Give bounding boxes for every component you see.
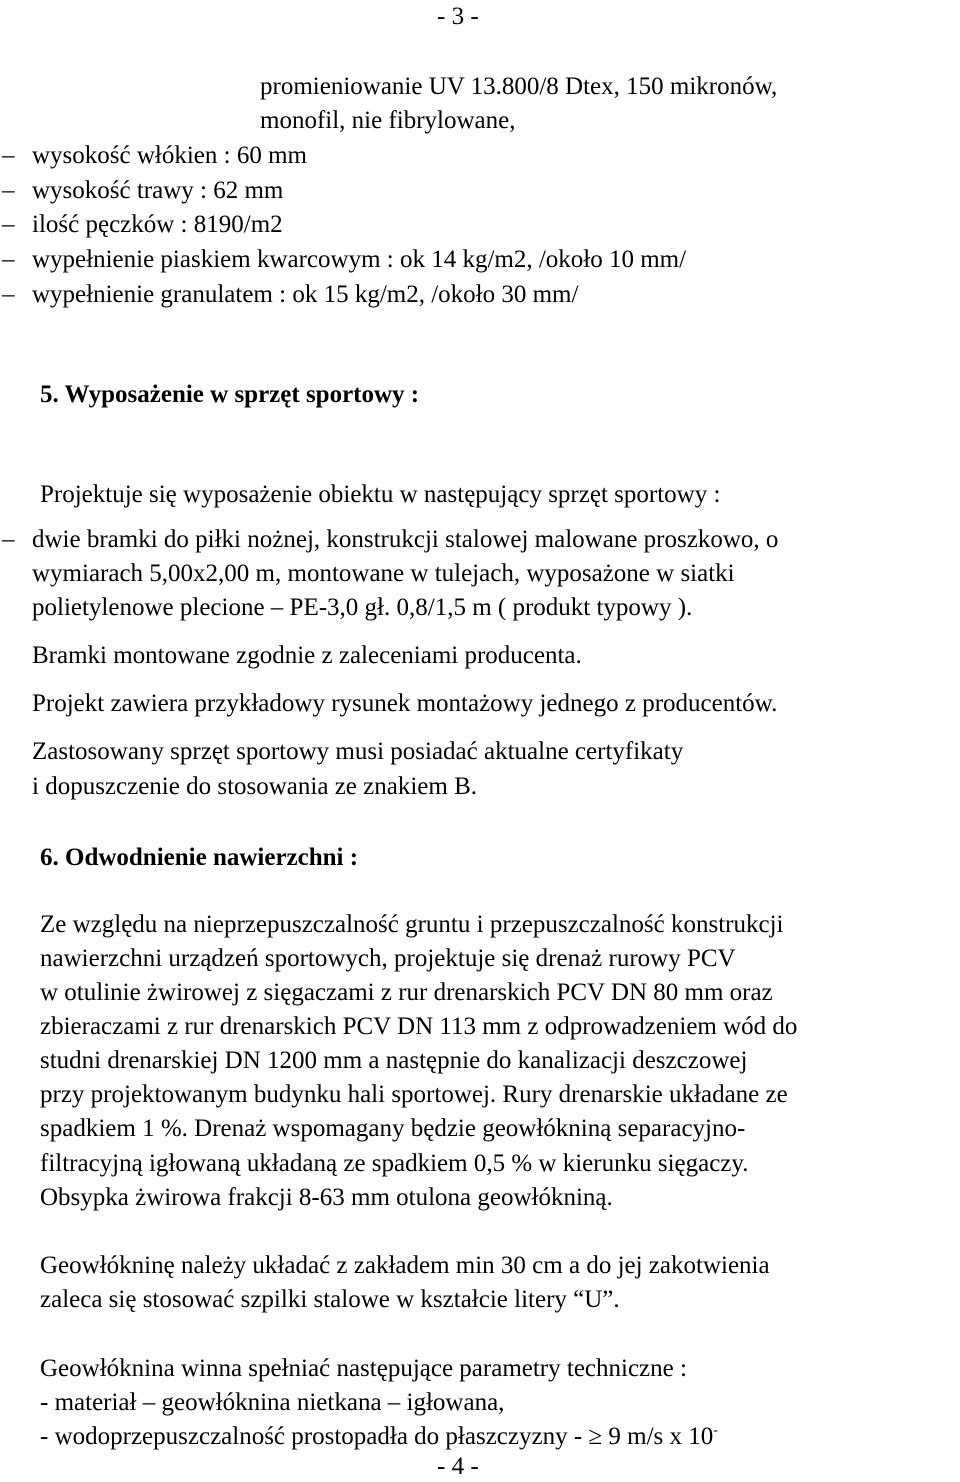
param-material: - materiał – geowłóknina nietkana – igłowana, <box>40 1389 505 1416</box>
param-permeability <box>40 1422 718 1452</box>
list-item: wysokość włókien : 60 mm <box>32 142 307 169</box>
paragraph-line: zbieraczami z rur drenarskich PCV DN 113 mm z odprowadzeniem wód do <box>40 1013 798 1040</box>
list-item: wypełnienie granulatem : ok 15 kg/m2, /około 30 mm/ <box>32 281 579 308</box>
continuation-line-2: monofil, nie fibrylowane, <box>260 107 516 134</box>
paragraph-line: Ze względu na nieprzepuszczalność gruntu i przepuszczalność konstrukcji <box>40 911 784 938</box>
paragraph-line: Geowłókninę należy układać z zakładem min 30 cm a do jej zakotwienia <box>40 1252 770 1279</box>
paragraph-line: zaleca się stosować szpilki stalowe w kształcie litery “U”. <box>40 1286 620 1313</box>
paragraph-line: filtracyjną igłowaną układaną ze spadkiem 0,5 % w kierunku sięgaczy. <box>40 1150 749 1177</box>
param-permeability-exponent: - <box>713 1423 718 1438</box>
paragraph-line: studni drenarskiej DN 1200 mm a następnie do kanalizacji deszczowej <box>40 1047 748 1074</box>
paragraph-line: w otulinie żwirowej z sięgaczami z rur drenarskich PCV DN 80 mm oraz <box>40 979 773 1006</box>
equipment-note-1: Bramki montowane zgodnie z zaleceniami producenta. <box>32 642 582 669</box>
paragraph-line: nawierzchni urządzeń sportowych, projektuje się drenaż rurowy PCV <box>40 945 736 972</box>
list-item: wypełnienie piaskiem kwarcowym : ok 14 kg/m2, /około 10 mm/ <box>32 246 687 273</box>
equipment-note-3-line-1: Zastosowany sprzęt sportowy musi posiadać aktualne certyfikaty <box>32 738 684 765</box>
bullet-dash: – <box>2 246 15 273</box>
paragraph-line: przy projektowanym budynku hali sportowej. Rury drenarskie układane ze <box>40 1081 788 1108</box>
params-intro: Geowłóknina winna spełniać następujące parametry techniczne : <box>40 1355 687 1382</box>
equipment-item-line-2: wymiarach 5,00x2,00 m, montowane w tulejach, wyposażone w siatki <box>32 560 735 587</box>
paragraph-line: Obsypka żwirowa frakcji 8-63 mm otulona geowłókniną. <box>40 1184 613 1211</box>
page-number-top: - 3 - <box>437 3 479 30</box>
equipment-item-line-3: polietylenowe plecione – PE-3,0 gł. 0,8/1,5 m ( produkt typowy ). <box>32 594 693 621</box>
bullet-dash: – <box>2 142 15 169</box>
equipment-note-3-line-2: i dopuszczenie do stosowania ze znakiem B. <box>32 773 477 800</box>
section-intro: Projektuje się wyposażenie obiektu w następujący sprzęt sportowy : <box>40 481 721 508</box>
section-heading-equipment: 5. Wyposażenie w sprzęt sportowy : <box>40 381 420 408</box>
continuation-line-1: promieniowanie UV 13.800/8 Dtex, 150 mikronów, <box>260 73 778 100</box>
page-number-bottom: - 4 - <box>437 1453 479 1480</box>
param-permeability-text: - wodoprzepuszczalność prostopadła do płaszczyzny - ≥ 9 m/s x 10 <box>40 1423 714 1450</box>
list-item: ilość pęczków : 8190/m2 <box>32 211 283 238</box>
paragraph-line: spadkiem 1 %. Drenaż wspomagany będzie geowłókniną separacyjno- <box>40 1115 746 1142</box>
section-heading-drainage: 6. Odwodnienie nawierzchni : <box>40 844 359 871</box>
equipment-note-2: Projekt zawiera przykładowy rysunek montażowy jednego z producentów. <box>32 690 778 717</box>
bullet-dash: – <box>2 211 15 238</box>
list-item: wysokość trawy : 62 mm <box>32 177 284 204</box>
bullet-dash: – <box>2 526 15 553</box>
bullet-dash: – <box>2 177 15 204</box>
equipment-item-line-1: dwie bramki do piłki nożnej, konstrukcji stalowej malowane proszkowo, o <box>32 526 779 553</box>
bullet-dash: – <box>2 281 15 308</box>
